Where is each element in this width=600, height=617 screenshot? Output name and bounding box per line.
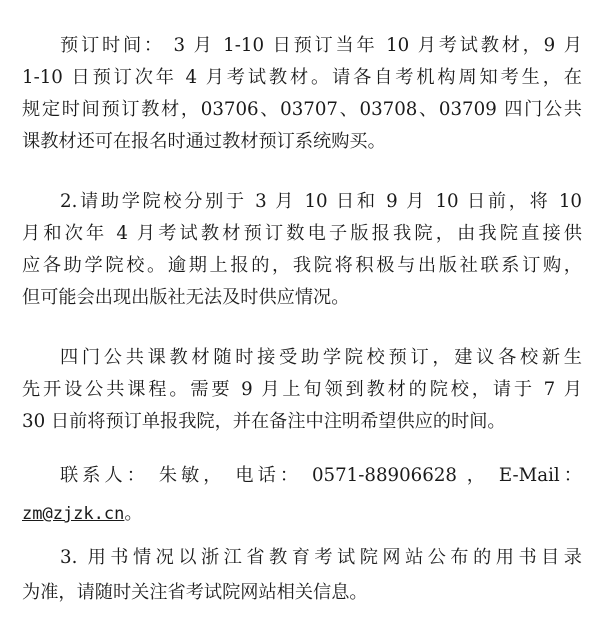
p2-line-2: 月和次年 4 月考试教材预订数电子版报我院，由我院直接供 xyxy=(22,223,582,244)
contact-line-1: 联系人： 朱敏， 电话： 0571-88906628 ， E-Mail： xyxy=(60,465,582,486)
p4-line-2: 为准，请随时关注省考试院网站相关信息。 xyxy=(22,582,368,603)
p1-line-1: 预订时间： 3 月 1-10 日预订当年 10 月考试教材，9 月 xyxy=(60,35,582,56)
email-suffix: 。 xyxy=(124,503,143,524)
contact-line-2 xyxy=(22,499,582,529)
p1-line-3: 规定时间预订教材，03706、03707、03708、03709 四门公共 xyxy=(22,99,582,120)
p2-line-1: 2.请助学院校分别于 3 月 10 日和 9 月 10 日前，将 10 xyxy=(60,191,582,212)
p4-line-1: 3. 用书情况以浙江省教育考试院网站公布的用书目录 xyxy=(60,547,582,568)
p3-line-2: 先开设公共课程。需要 9 月上旬领到教材的院校，请于 7 月 xyxy=(22,379,582,400)
p3-line-3: 30 日前将预订单报我院，并在备注中注明希望供应的时间。 xyxy=(22,411,506,432)
p2-line-3: 应各助学院校。逾期上报的，我院将积极与出版社联系订购， xyxy=(22,255,582,276)
p1-line-4: 课教材还可在报名时通过教材预订系统购买。 xyxy=(22,131,386,152)
p1-line-2: 1-10 日预订次年 4 月考试教材。请各自考机构周知考生，在 xyxy=(22,67,582,88)
email-link[interactable]: zm@zjzk.cn xyxy=(22,504,125,524)
p2-line-4: 但可能会出现出版社无法及时供应情况。 xyxy=(22,287,350,308)
p3-line-1: 四门公共课教材随时接受助学院校预订，建议各校新生 xyxy=(60,347,582,368)
